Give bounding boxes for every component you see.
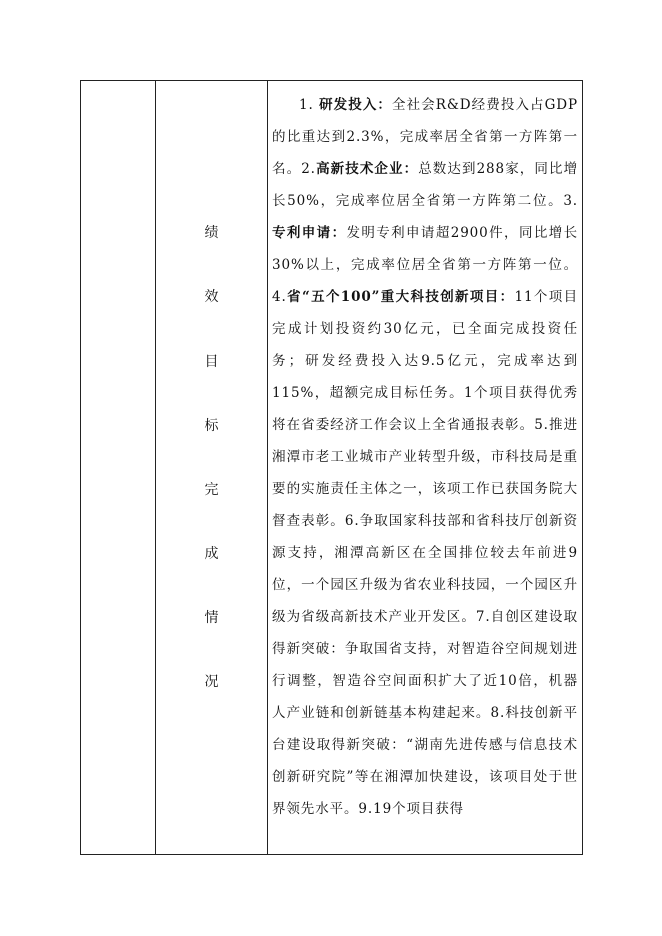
table-column-empty [81, 81, 156, 854]
vertical-label-char: 成 [204, 546, 219, 562]
item-number: 4. [272, 289, 287, 305]
item-text-innovation-resources: 6.争取国家科技部和省科技厅创新资源支持，湘潭高新区在全国排位较去年前进9位，一个园区升级为省农业科技园，一个园区升级为省级高新技术产业开发区。 [272, 513, 578, 625]
vertical-label-char: 绩 [204, 225, 219, 241]
vertical-label-char: 效 [204, 289, 219, 305]
item-text-major-projects: 11个项目完成计划投资约30亿元，已全面完成投资任务；研发经费投入达9.5亿元，完成率达到115%，超额完成目标任务。1个项目获得优秀将在省委经济工作会议上全省通报表彰。 [272, 289, 578, 433]
item-text-rd-investment: 全社会R&D经费投入占GDP的比重达到2.3%，完成率居全省第一方阵第一名。 [272, 97, 579, 177]
item-text-projects-awarded: 9.19个项目获得 [358, 801, 465, 817]
item-number: 3. [563, 193, 578, 209]
table-column-content [268, 81, 584, 854]
item-text-patents: 发明专利申请超2900件，同比增长30%以上，完成率位居全省第一方阵第一位。 [272, 225, 579, 273]
vertical-label-char: 况 [204, 674, 219, 690]
item-number: 2. [301, 161, 316, 177]
vertical-label-char: 目 [204, 354, 219, 370]
item-heading-hightech-enterprises: 高新技术企业： [315, 161, 419, 177]
performance-table [80, 80, 583, 855]
item-text-industrial-transformation: 5.推进湘潭市老工业城市产业转型升级，市科技局是重要的实施责任主体之一，该项工作已获国务院大督查表彰。 [272, 417, 578, 529]
vertical-label-char: 标 [204, 418, 219, 434]
item-number: 1. [299, 97, 320, 113]
item-text-innovation-zone: 7.自创区建设取得新突破：争取国省支持，对智造谷空间规划进行调整，智造谷空间面积扩大了近10倍，机器人产业链和创新链基本构建起来。 [272, 609, 578, 721]
item-heading-rd-investment: 研发投入： [319, 97, 393, 113]
vertical-label-char: 完 [204, 482, 219, 498]
vertical-label-char: 情 [204, 610, 219, 626]
item-text-innovation-platform: 8.科技创新平台建设取得新突破：“湖南先进传感与信息技术创新研究院”等在湘潭加快建设，该项目处于世界领先水平。 [272, 705, 578, 817]
item-heading-major-projects: 省“五个100”重大科技创新项目： [286, 289, 515, 305]
table-column-label [156, 81, 268, 854]
item-text-hightech-enterprises: 总数达到288家，同比增长50%，完成率位居全省第一方阵第二位。 [272, 161, 578, 209]
performance-content-paragraph [272, 89, 578, 825]
item-heading-patents: 专利申请： [272, 225, 347, 241]
